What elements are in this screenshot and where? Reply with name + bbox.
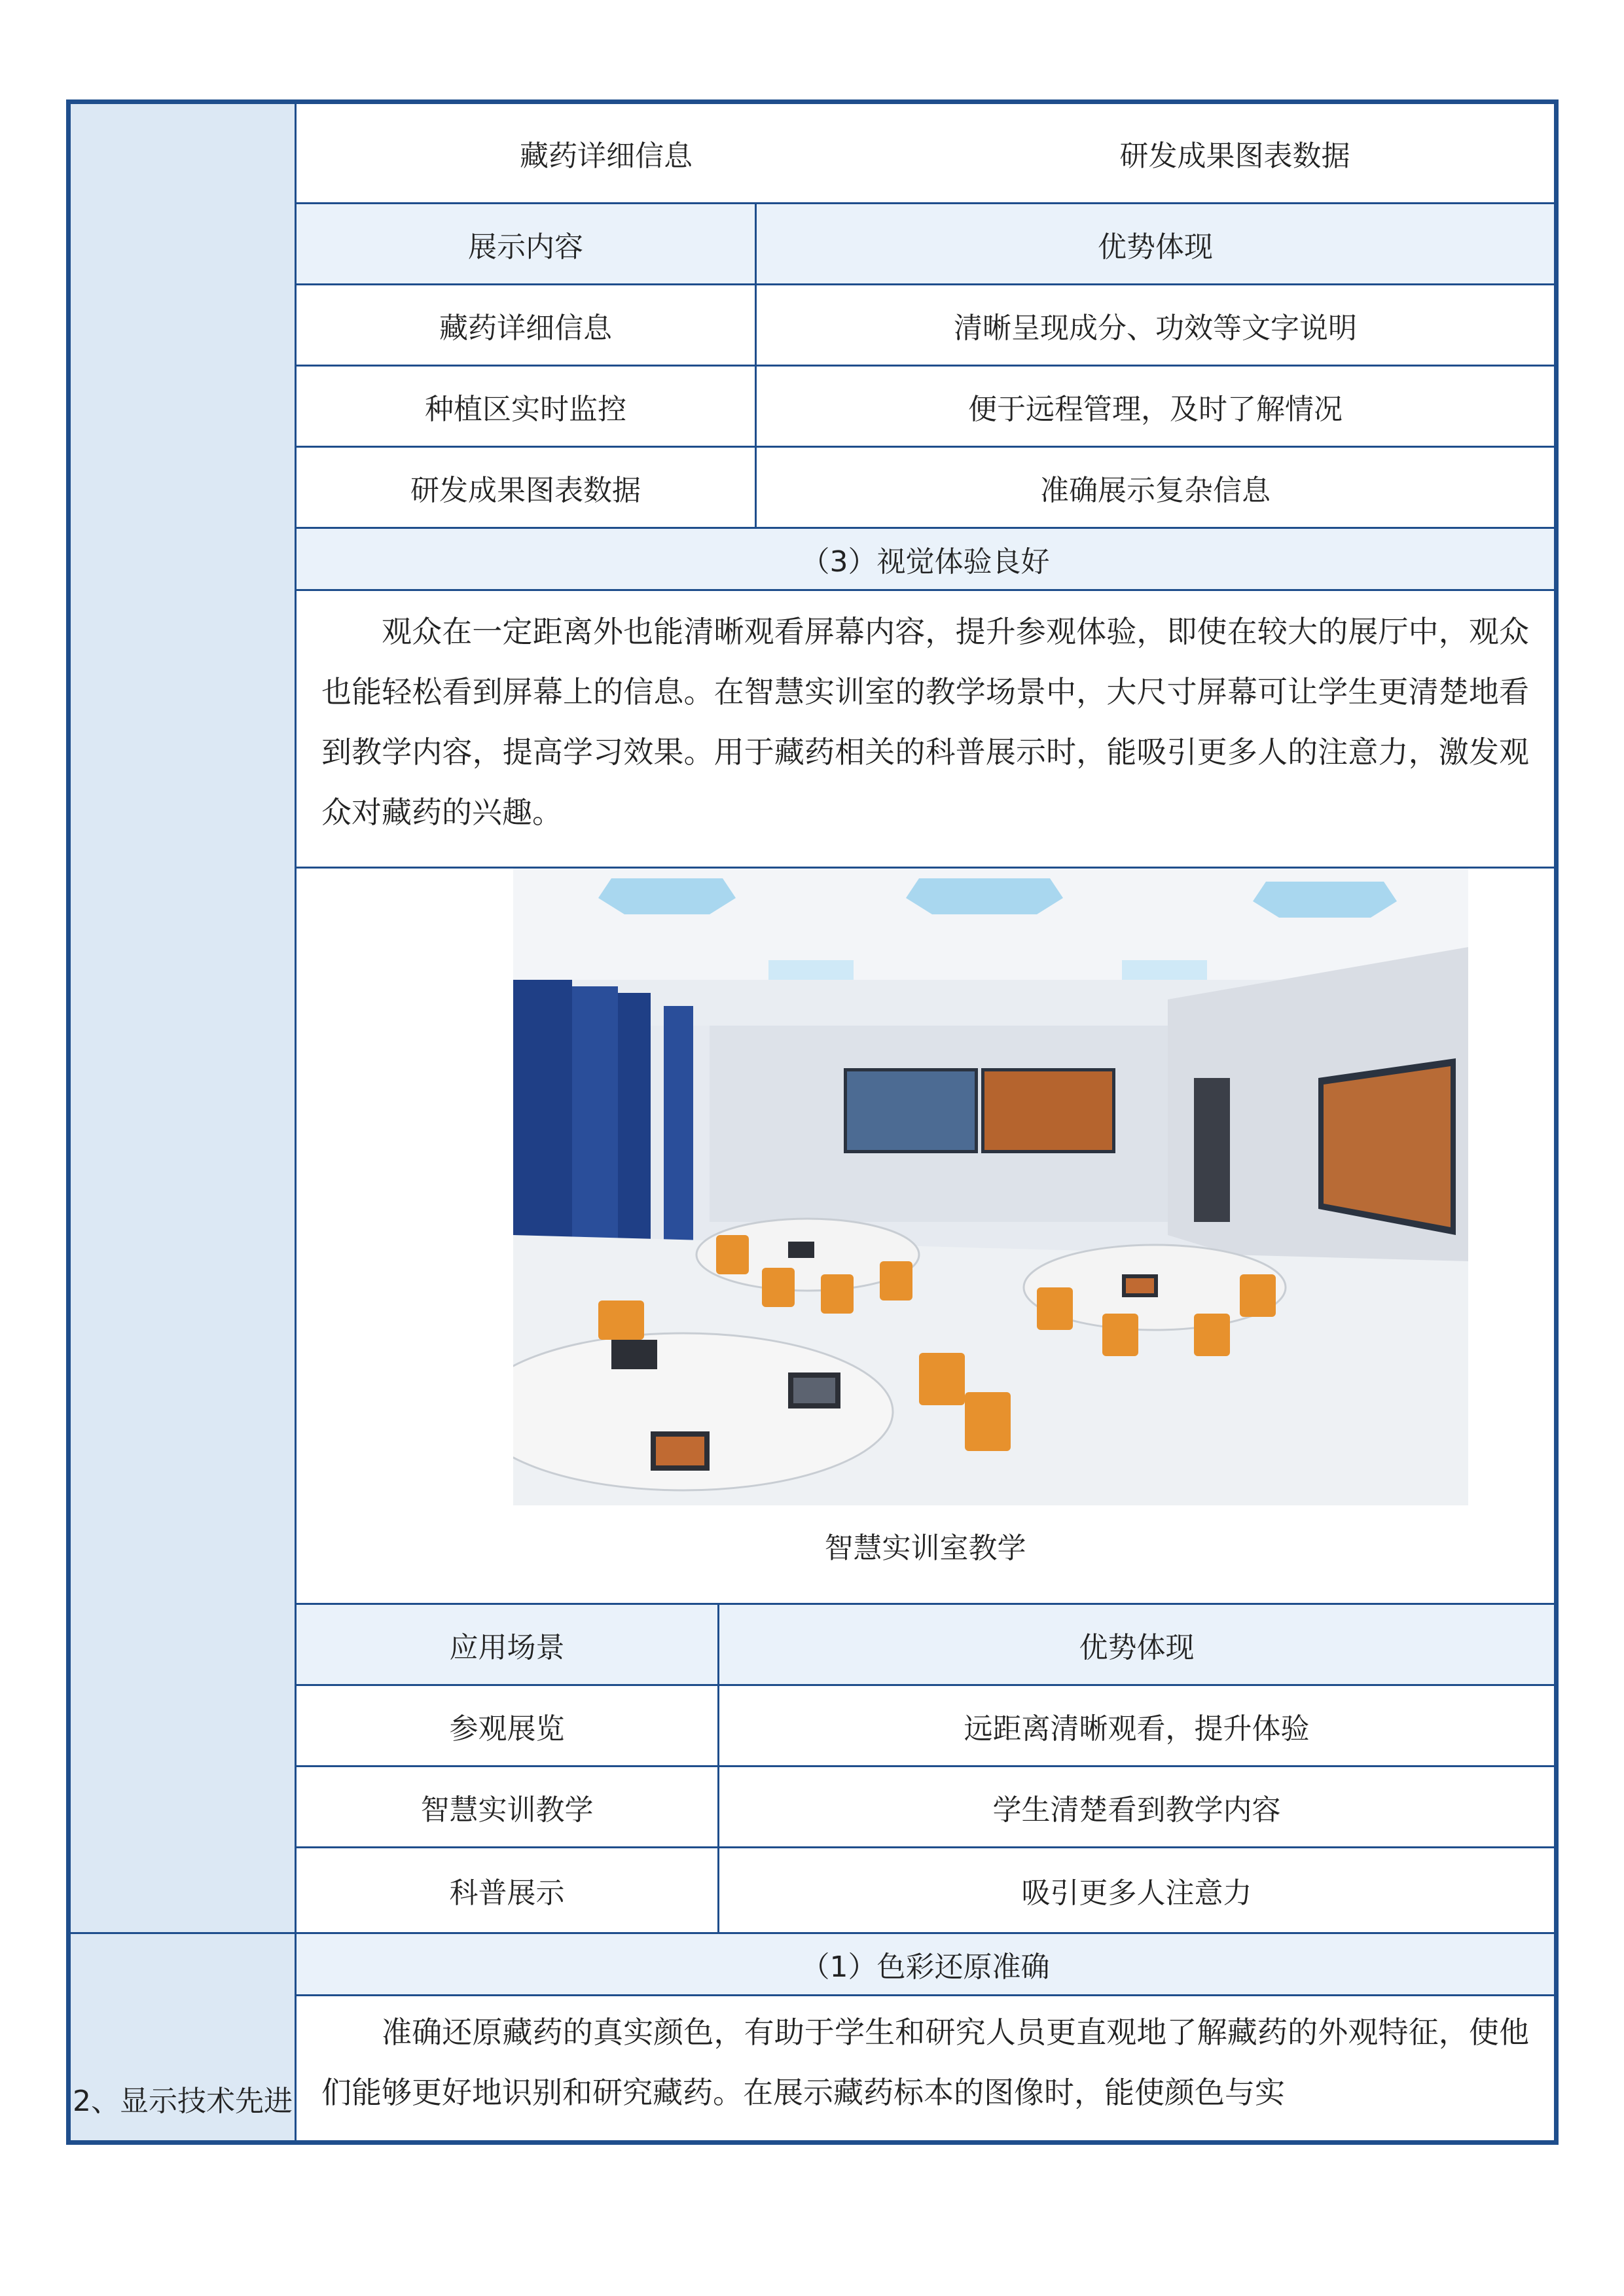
section2-heading: （1）色彩还原准确 [801,1950,1050,1984]
table2-column-divider [717,1605,719,1932]
table2-row1-advantage: 远距离清晰观看，提升体验 [964,1712,1310,1746]
table2-row2-scenario: 智慧实训教学 [420,1793,594,1827]
section3-paragraph: 观众在一定距离外也能清晰观看屏幕内容，提升参观体验，即使在较大的展厅中，观众也能轻松看到屏幕上的信息。在智慧实训室的教学场景中，大尺寸屏幕可让学生更清楚地看到教学内容，提高学习效果。用于藏药相关的科普展示时，能吸引更多人的注意力，激发观众对藏药的兴趣。 [321,614,1529,830]
table2-row3-advantage: 吸引更多人注意力 [1021,1876,1252,1910]
category-label-display-technology: 2、显示技术先进 [73,2085,293,2118]
divider [297,1994,1554,1996]
table1-row1-advantage: 清晰呈现成分、功效等文字说明 [954,311,1357,345]
figure-caption: 智慧实训室教学 [824,1532,1026,1565]
left-category-column [71,104,297,2140]
table1-row2-content: 种植区实时监控 [425,392,626,426]
table2-header-scenario: 应用场景 [449,1630,565,1664]
divider [297,589,1554,591]
content-column [297,104,1554,2140]
table1-header-advantage: 优势体现 [1098,230,1213,264]
table1-row2-advantage: 便于远程管理，及时了解情况 [968,392,1343,426]
table2-row3-scenario: 科普展示 [449,1876,565,1910]
table1-header-content: 展示内容 [468,230,583,264]
table1-column-divider [755,204,757,527]
document-table [66,99,1559,2145]
top-row-left-text: 藏药详细信息 [520,139,693,173]
smart-classroom-photo [513,869,1468,1505]
table2-row2-advantage: 学生清楚看到教学内容 [992,1793,1281,1827]
table1-row1-content: 藏药详细信息 [439,311,612,345]
table1-row3-content: 研发成果图表数据 [410,473,641,507]
section3-heading: （3）视觉体验良好 [801,545,1050,579]
top-row-right-text: 研发成果图表数据 [1119,139,1350,173]
table2-header-advantage: 优势体现 [1079,1630,1195,1664]
category-divider [71,1932,297,1934]
table2-row1-scenario: 参观展览 [449,1712,565,1746]
table1-row3-advantage: 准确展示复杂信息 [1040,473,1271,507]
section2-paragraph: 准确还原藏药的真实颜色，有助于学生和研究人员更直观地了解藏药的外观特征，使他们能够更好地识别和研究藏药。在展示藏药标本的图像时，能使颜色与实 [321,2015,1529,2110]
